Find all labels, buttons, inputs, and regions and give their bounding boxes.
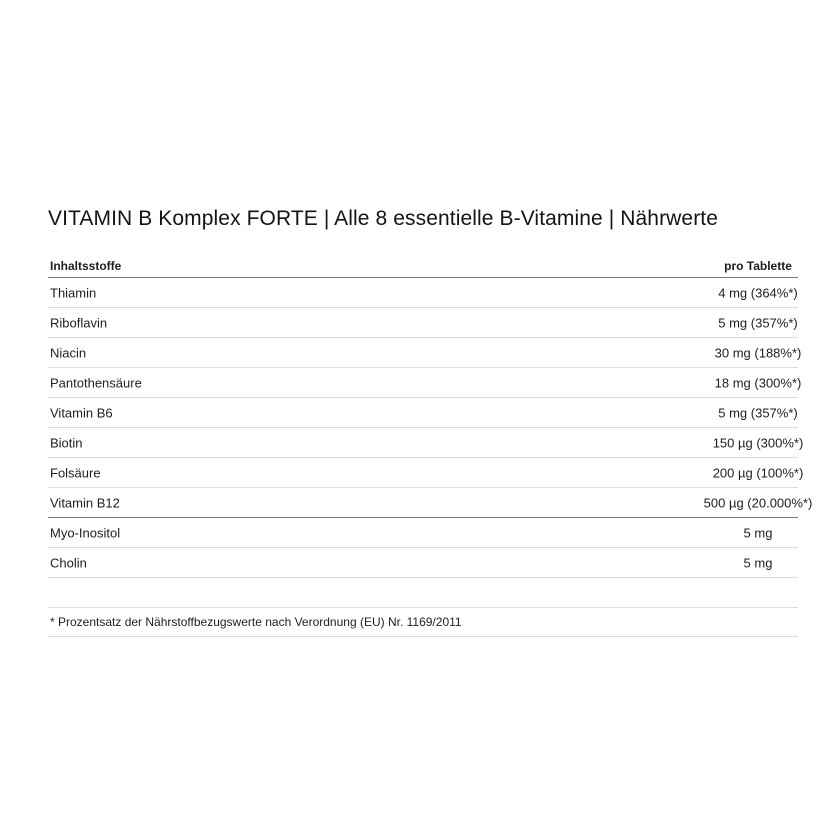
table-header-row (48, 255, 798, 278)
table-row (48, 428, 804, 458)
table-row (48, 458, 804, 488)
table-row (48, 548, 798, 578)
ingredient-amount: 30 mg (188%*) (714, 345, 802, 360)
ingredient-name: Pantothensäure (50, 375, 142, 390)
ingredient-amount: 150 µg (300%*) (712, 435, 804, 450)
ingredient-name: Thiamin (50, 285, 97, 300)
table-row (48, 368, 802, 398)
column-header-per-tablet: pro Tablette (724, 259, 792, 273)
ingredient-name: Biotin (50, 435, 83, 450)
ingredient-name: Vitamin B12 (50, 495, 120, 510)
nutrition-table (48, 255, 813, 637)
ingredient-name: Myo-Inositol (50, 525, 121, 540)
ingredient-amount: 5 mg (357%*) (718, 315, 798, 330)
ingredient-amount: 200 µg (100%*) (712, 465, 804, 480)
ingredient-amount: 500 µg (20.000%*) (703, 495, 813, 510)
footnote-row (48, 608, 798, 637)
footnote-text: * Prozentsatz der Nährstoffbezugswerte nach Verordnung (EU) Nr. 1169/2011 (50, 615, 462, 629)
table-row (48, 488, 813, 518)
table-row (48, 518, 798, 548)
table-row (48, 278, 798, 308)
ingredient-amount: 4 mg (364%*) (718, 285, 798, 300)
ingredient-name: Riboflavin (50, 315, 108, 330)
column-header-ingredients: Inhaltsstoffe (50, 259, 122, 273)
table-row (48, 398, 798, 428)
ingredient-amount: 5 mg (357%*) (718, 405, 798, 420)
ingredient-name: Niacin (50, 345, 87, 360)
ingredient-amount: 5 mg (743, 555, 773, 570)
ingredient-amount: 18 mg (300%*) (714, 375, 802, 390)
ingredient-name: Cholin (50, 555, 87, 570)
ingredient-name: Folsäure (50, 465, 101, 480)
table-spacer-row (48, 578, 798, 608)
table-row (48, 338, 802, 368)
ingredient-amount: 5 mg (743, 525, 773, 540)
table-row (48, 308, 798, 338)
page-title: VITAMIN B Komplex FORTE | Alle 8 essentielle B-Vitamine | Nährwerte (48, 207, 719, 230)
ingredient-name: Vitamin B6 (50, 405, 113, 420)
